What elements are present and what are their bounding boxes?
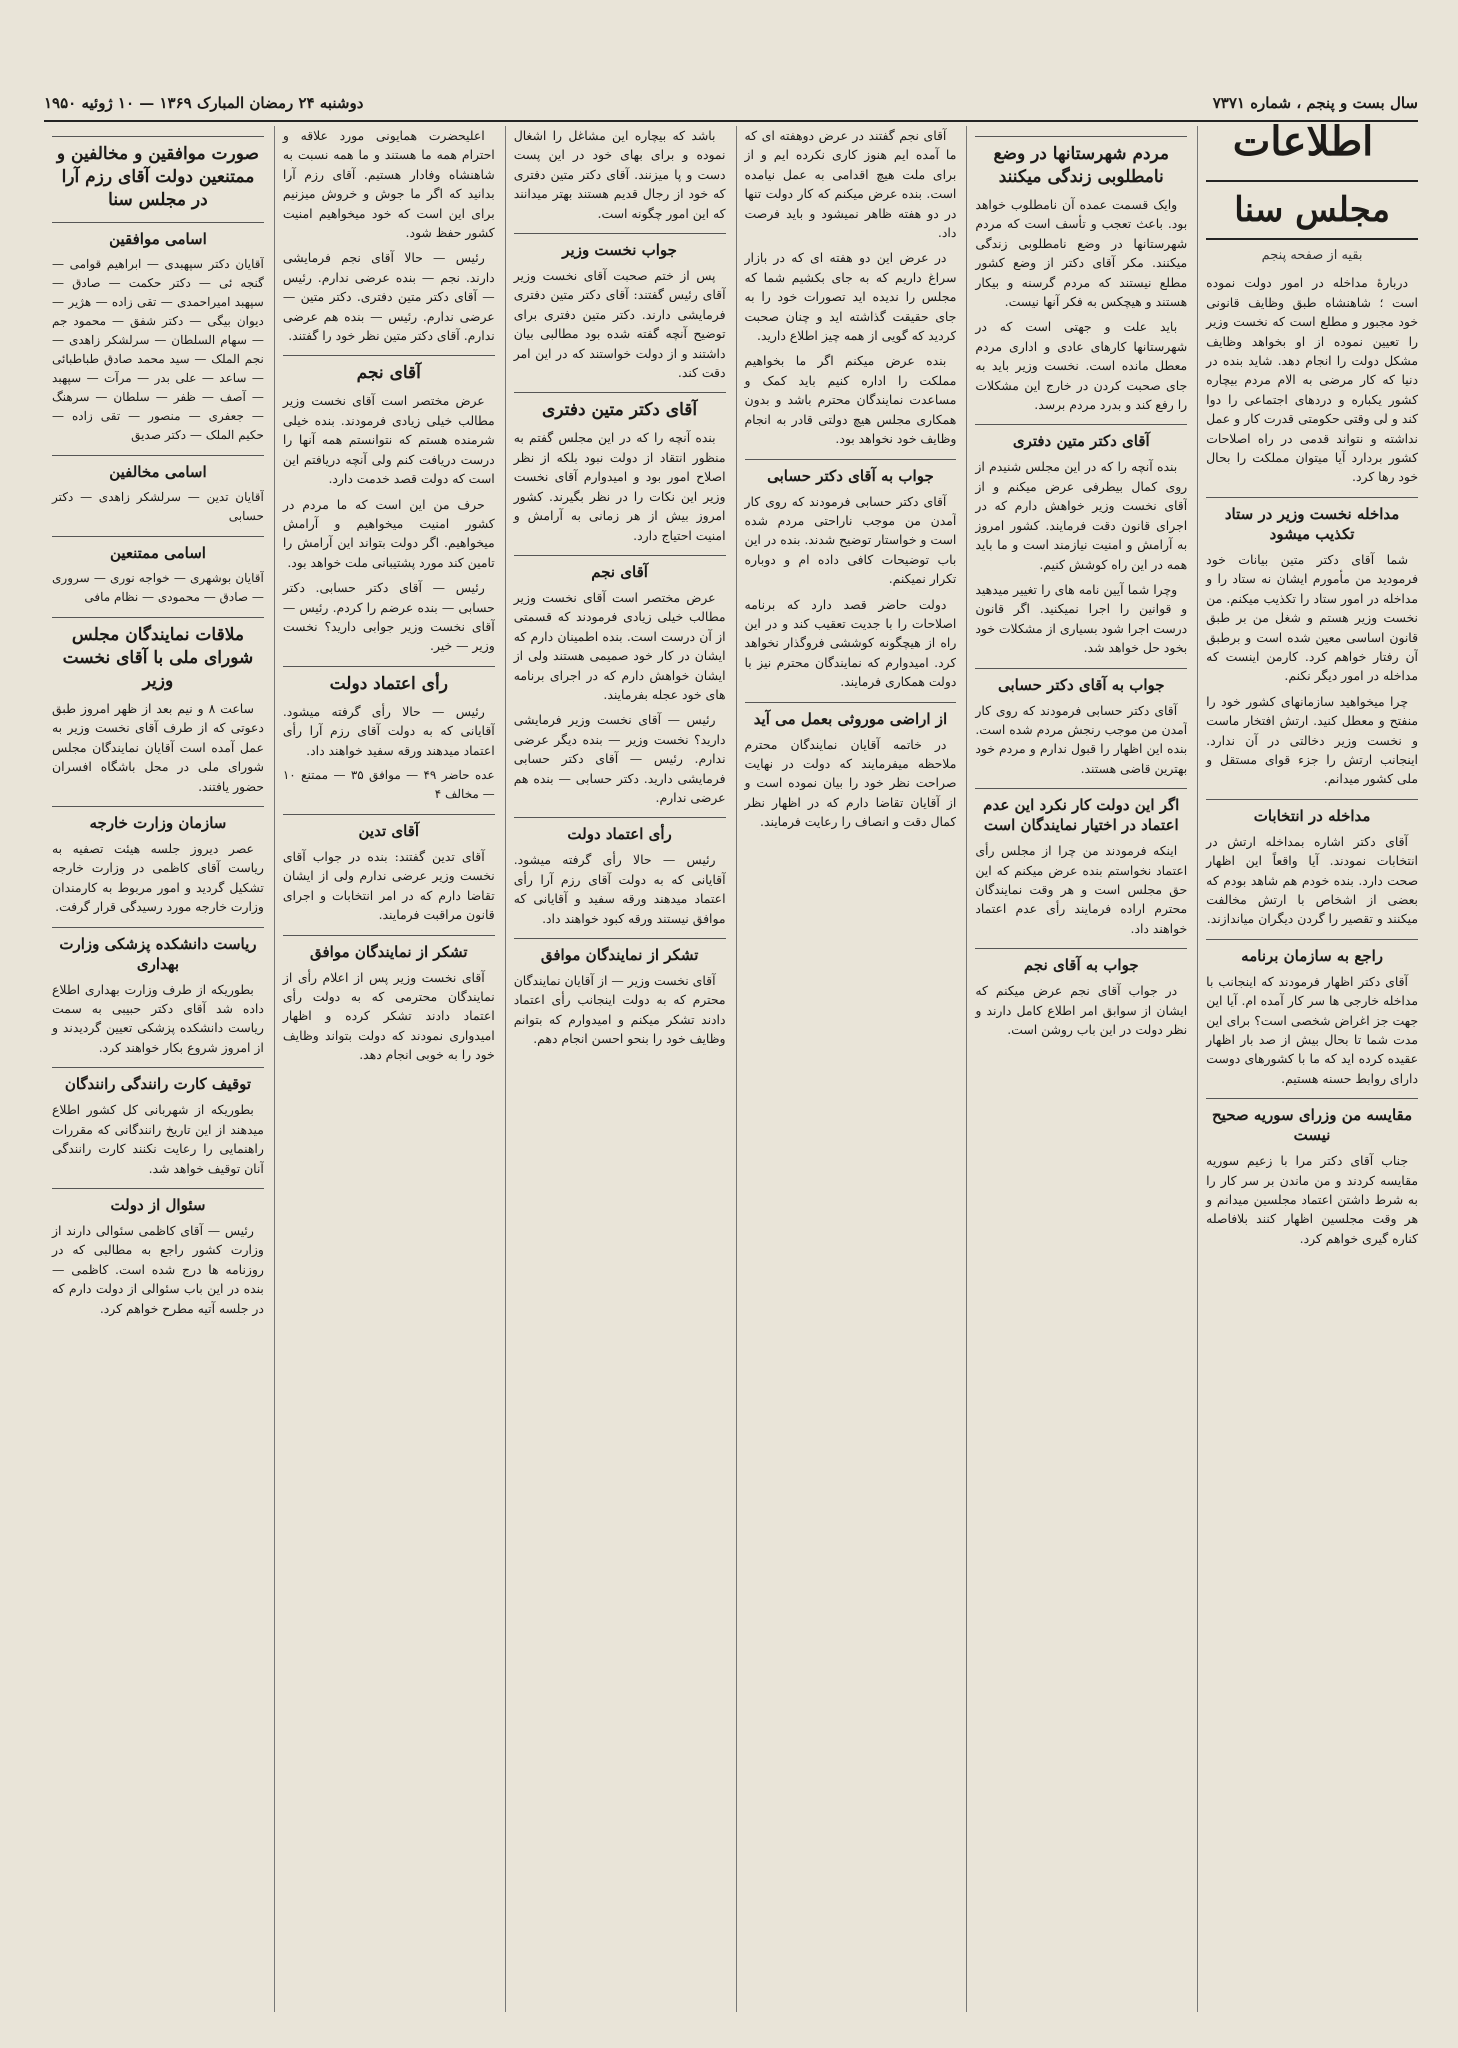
column-2 — [966, 126, 1187, 2012]
paragraph: دربارهٔ مداخله در امور دولت نموده است ؛ شاهنشاه طبق وظایف قانونی خود مجبور و مطلع است که نخست وزیر را تعیین نموده از او بخواهد وظایف مشکل دولت را انجام دهد. شاید بنده در دنیا که کار مرضی به الام مردم بیچاره کشور یکباره و دردهای اجتماعی را دوا کند و لی وقتی حکومتی قدرت کار و عمل نداشته و نتواند قدمی در راه اصلاحات کشور بردارد آیا میتوان مملکت را بحال خود رها کرد. — [1206, 275, 1418, 485]
subheading: راجع به سازمان برنامه — [1206, 939, 1418, 966]
paragraph: رئیس — حالا رأی گرفته میشود. آقایانی که به دولت آقای رزم آرا رأی اعتماد میدهند ورقه سفید خواهند داد. — [282, 703, 495, 758]
paragraph: باشد که بیچاره این مشاغل را اشغال نموده و برای بهای خود در این پست دست و پا میزنند. آقای دکتر متین دفتری که خود از رجال قدیم هستند بهتر میدانند که این امور چگونه است. — [513, 128, 726, 221]
subheading: آقای تدین — [283, 814, 495, 841]
paragraph: در عرض این دو هفته ای که در بازار سراغ داریم که به جای بکشیم شما که مجلس را ندیده اید تصورات خود را به جای حقیقت گذاشته اید و چنان صحبت کردید که گویی از همه چیز اطلاع دارید. — [744, 250, 957, 344]
issue-date: دوشنبه ۲۴ رمضان المبارک ۱۳۶۹ — ۱۰ ژوئیه ۱۹۵۰ — [44, 94, 364, 112]
column-4 — [505, 126, 726, 2012]
paragraph: باید علت و جهتی است که در شهرستانها کارهای عادی و اداری مردم معطل مانده است. نخست وزیر باید به جای صحبت کردن در خارج این مشکلات را رفع کند و بدرد مردم برسد. — [975, 319, 1188, 413]
paragraph: آقای دکتر اظهار فرمودند که اینجانب با مداخله خارجی ها سر کار آمده ام. آیا این جهت جز اغراض شخصی است؟ برای این مدت شما تا بحال بیش از صد بار اظهار عقیده کرده اید که ما با کشورهای دوست دارای روابط حسنه هستیم. — [1206, 973, 1418, 1086]
vote-results: عده حاضر ۴۹ — موافق ۳۵ — ممتنع ۱۰ — مخالف ۴ — [282, 767, 495, 801]
column-6 — [44, 126, 264, 2012]
paragraph: در خاتمه آقایان نمایندگان محترم ملاحظه میفرمایند که دولت در نهایت صراحت نظر خود را بیان نموده است و از آقایان تقاضا دارم که در اظهار نظر کمال دقت و انصاف را رعایت فرمایند. — [744, 736, 957, 830]
list-heading: اسامی موافقین — [52, 222, 264, 249]
subheading: آقای دکتر متین دفتری — [975, 424, 1187, 451]
subheading: اگر این دولت کار نکرد این عدم اعتماد در اختیار نمایندگان است — [975, 788, 1187, 835]
paragraph: بطوریکه از طرف وزارت بهداری اطلاع داده شد آقای دکتر حبیبی به سمت ریاست دانشکده پزشکی تعیین گردیدند و از امروز شروع بکار خواهند کرد. — [52, 981, 264, 1055]
subheading: جواب به آقای نجم — [975, 948, 1187, 975]
column-senate — [1197, 126, 1418, 2012]
subheading: جواب نخست وزیر — [514, 233, 726, 260]
masthead-logo: اطلاعات — [1232, 117, 1374, 165]
subheading: توقیف کارت رانندگی رانندگان — [52, 1067, 264, 1094]
list-text: آقایان دکتر سپهبدی — ابراهیم قوامی — گنجه ئی — دکتر حکمت — صادق — سپهبد امیراحمدی — تقی زاده — هژیر — دیوان بیگی — دکتر شفق — محمود جم — سهام السلطان — سرلشکر زاهدی — نجم الملک — سید محمد صادق طباطبائی — ساعد — علی بدر — مرآت — سپهبد — آصف — ظفر — سلطان — سرهنگ — جعفری — منصور — تقی زاده — حکیم الملک — دکتر صدیق — [52, 257, 264, 442]
paragraph: آقای نخست وزیر پس از اعلام رأی از نمایندگان محترمی که به دولت رأی اعتماد دادند تشکر کرده و اظهار امیدواری نمودند که دولت بتواند وظایف خود را به خوبی انجام دهد. — [282, 969, 495, 1063]
columns — [44, 126, 1418, 2012]
subheading: ریاست دانشکده پزشکی وزارت بهداری — [52, 927, 264, 974]
subheading: آقای دکتر متین دفتری — [514, 392, 726, 422]
paragraph: وایک قسمت عمده آن نامطلوب خواهد بود. باعث تعجب و تأسف است که مردم شهرستانها در وضع نامطلوبی زندگی میکنند. مکر آقای دکتر از وضع کشور مطلع نیستند که مردم گرسنه و بیکار هستند و هیچکس به فکر آنها نیست. — [975, 197, 1188, 310]
paragraph: آقای دکتر اشاره بمداخله ارتش در انتخابات نمودند. آیا واقعاً این اظهار صحت دارد. بنده خودم هم شاهد بودم که بعضی از اشخاص با ارتش مخالفت میکنند و تقصیر را گردن دیگران میاندازند. — [1206, 833, 1418, 927]
subheading: مقایسه من وزرای سوریه صحیح نیست — [1206, 1098, 1418, 1145]
subheading: تشکر از نمایندگان موافق — [283, 935, 495, 962]
paragraph: آقای دکتر حسابی فرمودند که روی کار آمدن من موجب رنجش مردم شده است. بنده این اظهار را قبول ندارم و مردم خود بهترین قاضی هستند. — [975, 702, 1188, 776]
subheading: جواب به آقای دکتر حسابی — [975, 668, 1187, 695]
paragraph: بنده آنچه را که در این مجلس گفتم به منظور انتقاد از دولت نبود بلکه از نظر اصلاح امور بود و امیدوارم آقای نخست وزیر این نکات را در نظر بگیرند. کشور امروز بیش از هر زمانی به آرامش و امنیت احتیاج دارد. — [513, 430, 726, 543]
list-heading: اسامی ممتنعین — [52, 536, 264, 563]
subheading: مردم شهرستانها در وضع نامطلوبی زندگی میکنند — [975, 136, 1187, 189]
subheading: مداخله در انتخابات — [1206, 799, 1418, 826]
paragraph: عرض مختصر است آقای نخست وزیر مطالب خیلی زیادی فرمودند. بنده خیلی شرمنده هستم که نتوانستم همه آنها را درست دریافت کنم ولی آنچه دریافتم این است که دولت قصد خدمت دارد. — [282, 393, 495, 487]
column-5 — [274, 126, 495, 2012]
paragraph: آقای دکتر حسابی فرمودند که روی کار آمدن من موجب ناراحتی مردم شده است و خواستار توضیح شدند. بنده در این باب توضیحات کافی داده ام و دوباره تکرار نمیکنم. — [744, 493, 957, 587]
list-text: آقایان بوشهری — خواجه نوری — سروری — صادق — محمودی — نظام مافی — [52, 571, 264, 604]
column-3 — [736, 126, 957, 2012]
subheading: از اراضی موروثی بعمل می آید — [745, 702, 957, 729]
paragraph: بطوریکه از شهربانی کل کشور اطلاع میدهند از این تاریخ رانندگانی که مقررات راهنمایی را رعایت نکنند کارت رانندگی آنان توقیف خواهد شد. — [52, 1102, 264, 1176]
paragraph: ساعت ۸ و نیم بعد از ظهر امروز طبق دعوتی که از طرف آقای نخست وزیر به عمل آمده است آقایان نمایندگان مجلس شورای ملی در محل باشگاه افسران حضور یافتند. — [52, 701, 264, 794]
subheading: سئوال از دولت — [52, 1188, 264, 1215]
paragraph: جناب آقای دکتر مرا با زعیم سوریه مقایسه کردند و من ماندن بر سر کار را به شرط داشتن اعتماد مجلسین میدانم و هر وقت مجلسین اظهار کنند بلافاصله کناره گیری خواهم کرد. — [1206, 1153, 1418, 1246]
subheading: آقای نجم — [283, 355, 495, 385]
paragraph: آقای نخست وزیر — از آقایان نمایندگان محترم که به دولت اینجانب رأی اعتماد دادند تشکر میکنم و امیدوارم که بتوانم وظایف خود را بنحو احسن انجام دهم. — [513, 973, 726, 1047]
list-heading: اسامی مخالفین — [52, 455, 264, 482]
subheading: مداخله نخست وزیر در ستاد تکذیب میشود — [1206, 497, 1418, 544]
paragraph: بنده آنچه را که در این مجلس شنیدم از روی کمال بیطرفی عرض میکنم و از آقای نخست وزیر خواهش دارم که در اجرای قانون دقت فرمایند. کشور امروز به آرامش و امنیت نیازمند است و ما باید همه در این راه کوشش کنیم. — [975, 459, 1188, 572]
paragraph: وچرا شما آیین نامه های را تغییر میدهید و قوانین را اجرا نمیکنید. اگر قانون درست اجرا شود بسیاری از مشکلات خود بخود حل خواهد شد. — [975, 581, 1188, 656]
headline-senate: مجلس سنا — [1206, 180, 1418, 240]
paragraph: چرا میخواهید سازمانهای کشور خود را منفتح و معطل کنید. ارتش افتخار ماست و نخست وزیر دخالتی در آن ندارد. اینجانب ارتش را جزء قوای مستقل و ملی کشور میدانم. — [1206, 693, 1418, 787]
subtitle-continued: بقیه از صفحه پنجم — [1261, 248, 1363, 263]
subheading: رأی اعتماد دولت — [514, 817, 726, 844]
subheading: جواب به آقای دکتر حسابی — [745, 459, 957, 486]
paragraph: شما آقای دکتر متین بیانات خود فرمودید من مأمورم ایشان نه ستاد را و مداخله در امور ستاد را تکذیب میکنم. من نخست وزیر هستم و شغل من بر طبق قانون اساسی معین شده است و برطبق آن رفتار خواهم کرد. کارمن اینست که مداخله در امور دیگر نکنم. — [1206, 551, 1418, 684]
subheading: صورت موافقین و مخالفین و ممتنعین دولت آقای رزم آرا در مجلس سنا — [52, 136, 264, 212]
paragraph: عصر دیروز جلسه هیئت تصفیه به ریاست آقای کاظمی در وزارت خارجه تشکیل گردید و امور مربوط به کارمندان وزارت خارجه مورد رسیدگی قرار گرفت. — [52, 841, 264, 915]
paragraph: حرف من این است که ما مردم در کشور امنیت میخواهیم و آرامش میخواهیم. اگر دولت بتواند این آرامش را تامین کند مورد پشتیبانی ملت خواهد بود. — [282, 496, 495, 570]
paragraph: آقای تدین گفتند: بنده در جواب آقای نخست وزیر عرضی ندارم ولی از ایشان تقاضا دارم که در امر انتخابات و اجرای قانون مراقبت فرمایند. — [282, 848, 495, 923]
paragraph: اعلیحضرت همایونی مورد علاقه و احترام همه ما هستند و ما همه نسبت به شاهنشاه وفادار هستیم. آقای رزم آرا بدانید که اگر ما جوش و خروش میزنیم برای این است که خود میخواهیم امنیت کشور حفظ شود. — [282, 128, 495, 241]
paragraph: رئیس — آقای نخست وزیر فرمایشی دارید؟ نخست وزیر — بنده دیگر عرضی ندارم. رئیس — آقای دکتر حسابی فرمایشی دارید. دکتر حسابی — بنده هم عرضی ندارم. — [513, 712, 726, 805]
paragraph: دولت حاضر قصد دارد که برنامه اصلاحات را با جدیت تعقیب کند و در این راه از هیچگونه کوششی فروگذار نخواهد کرد. امیدوارم که نمایندگان محترم نیز با دولت همکاری فرمایند. — [744, 596, 957, 690]
paragraph: عرض مختصر است آقای نخست وزیر مطالب خیلی زیادی فرمودند که قسمتی از آن درست است. بنده اطمینان دارم که ایشان در کار خود صمیمی هستند ولی از ایشان خواهش دارم که در اجرای برنامه های خود عجله بفرمایند. — [513, 589, 726, 702]
paragraph: رئیس — حالا رأی گرفته میشود. آقایانی که به دولت آقای رزم آرا رأی اعتماد میدهند ورقه سفید و آقایانی که موافق نیستند ورقه کبود خواهند داد. — [513, 852, 726, 926]
paragraph: رئیس — آقای دکتر حسابی. دکتر حسابی — بنده عرضم را کردم. رئیس — آقای نخست وزیر جوابی دارید؟ نخست وزیر — خیر. — [282, 580, 495, 654]
paragraph: آقای نجم گفتند در عرض دوهفته ای که ما آمده ایم هنوز کاری نکرده ایم و از برای ملت هیچ اقدامی به عمل نیامده است. بنده عرض میکنم که کار دولت تنها در دو هفته ظاهر نمیشود و باید فرصت داد. — [744, 128, 957, 241]
paragraph: در جواب آقای نجم عرض میکنم که ایشان از سوابق امر اطلاع کامل دارند و نظر دولت در این باب روشن است. — [975, 983, 1188, 1037]
issue-number: سال بست و پنجم ، شماره ۷۳۷۱ — [1212, 94, 1418, 112]
subheading: آقای نجم — [514, 555, 726, 582]
subheading: ملاقات نمایندگان مجلس شورای ملی با آقای نخست وزیر — [52, 617, 264, 693]
subheading: سازمان وزارت خارجه — [52, 806, 264, 833]
subheading: تشکر از نمایندگان موافق — [514, 938, 726, 965]
list-text: آقایان تدین — سرلشکر زاهدی — دکتر حسابی — [52, 490, 264, 523]
paragraph: اینکه فرمودند من چرا از مجلس رأی اعتماد نخواستم بنده عرض میکنم که این حق مجلس است و هر وقت نمایندگان محترم اراده فرمایند رأی عدم اعتماد خواهند داد. — [975, 843, 1188, 936]
subheading: رأی اعتماد دولت — [283, 666, 495, 696]
paragraph: بنده عرض میکنم اگر ما بخواهیم مملکت را اداره کنیم باید کمک و مساعدت نمایندگان محترم باشد و بدون همکاری مجلس هیچ دولتی قادر به انجام وظایف خود نخواهد بود. — [744, 353, 957, 447]
paragraph: پس از ختم صحبت آقای نخست وزیر آقای رئیس گفتند: آقای دکتر متین دفتری فرمایشی دارند. دکتر متین دفتری برای توضیح آنچه گفته شده بود مطالبی بیان داشتند و از دولت خواستند که در این امر دقت کند. — [513, 268, 726, 381]
paragraph: رئیس — آقای کاظمی سئوالی دارند از وزارت کشور راجع به مطالبی که در روزنامه ها درج شده است. کاظمی — بنده در این باب سئوالی از دولت دارم که در جلسه آتیه مطرح خواهم کرد. — [52, 1222, 264, 1316]
paragraph: رئیس — حالا آقای نجم فرمایشی دارند. نجم — بنده عرضی ندارم. رئیس — آقای دکتر متین دفتری. دکتر متین — عرضی ندارم. رئیس — بنده هم عرضی ندارم. آقای دکتر متین نظر خود را گفتند. — [282, 250, 495, 344]
